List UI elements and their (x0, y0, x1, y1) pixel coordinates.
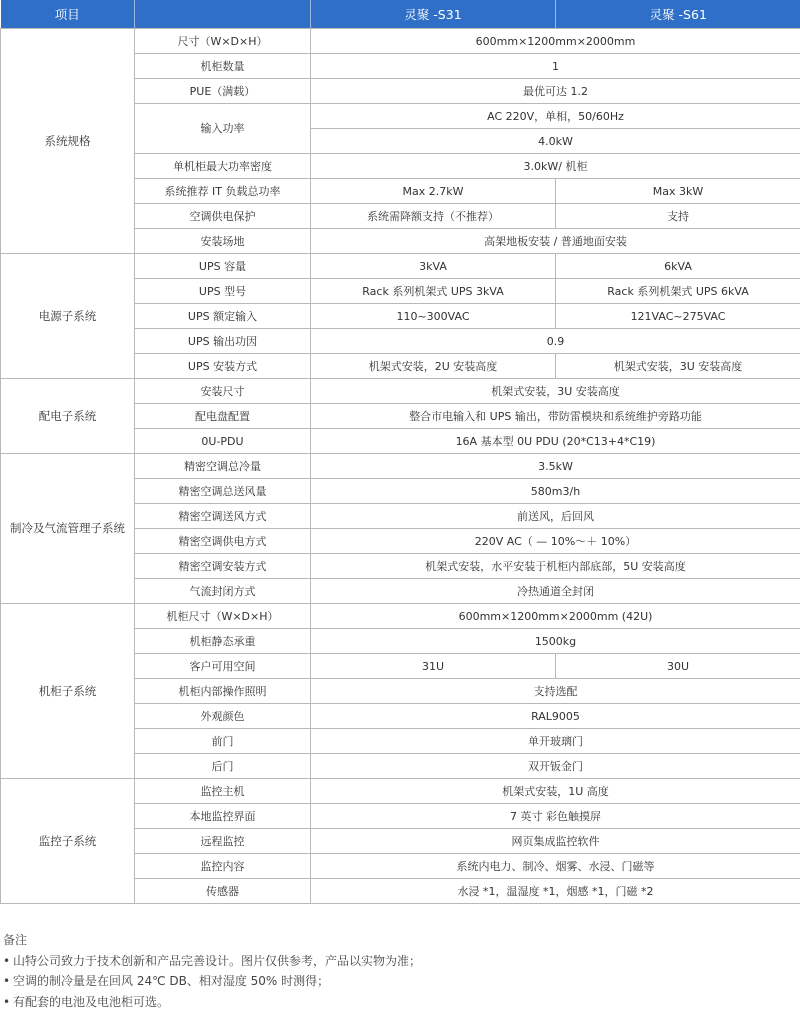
row-label: 精密空调安装方式 (135, 554, 311, 579)
row-value-s61: Max 3kW (556, 179, 800, 204)
row-label: 后门 (135, 754, 311, 779)
row-value: 1500kg (311, 629, 800, 654)
row-label: 机柜静态承重 (135, 629, 311, 654)
table-header-row (1, 0, 800, 29)
row-value-s61: 121VAC~275VAC (556, 304, 800, 329)
row-label: 安装场地 (135, 229, 311, 254)
bullet-icon: • (3, 974, 11, 988)
group-system: 系统规格 (1, 29, 135, 254)
row-label: 远程监控 (135, 829, 311, 854)
header-item: 项目 (1, 0, 135, 29)
row-label: 机柜尺寸（W×D×H） (135, 604, 311, 629)
row-label: 监控主机 (135, 779, 311, 804)
row-value-s31: 机架式安装，2U 安装高度 (311, 354, 556, 379)
row-value: 支持选配 (311, 679, 800, 704)
table-row (1, 29, 800, 54)
row-label: 系统推荐 IT 负载总功率 (135, 179, 311, 204)
row-value: 0.9 (311, 329, 800, 354)
row-value-s31: 系统需降额支持（不推荐） (311, 204, 556, 229)
row-label: UPS 输出功因 (135, 329, 311, 354)
row-value: 600mm×1200mm×2000mm (42U) (311, 604, 800, 629)
note-item (3, 951, 421, 972)
row-value-s61: 30U (556, 654, 800, 679)
row-label: 本地监控界面 (135, 804, 311, 829)
row-value-s31: 110~300VAC (311, 304, 556, 329)
row-value-s61: Rack 系列机架式 UPS 6kVA (556, 279, 800, 304)
note-text: 山特公司致力于技术创新和产品完善设计。图片仅供参考，产品以实物为准； (13, 953, 422, 968)
row-label: PUE（满载） (135, 79, 311, 104)
row-value: 机架式安装，1U 高度 (311, 779, 800, 804)
header-s61: 灵聚 -S61 (556, 0, 800, 29)
notes-section (3, 930, 421, 1012)
row-label: 监控内容 (135, 854, 311, 879)
row-label: 空调供电保护 (135, 204, 311, 229)
row-value: 水浸 *1，温湿度 *1，烟感 *1，门磁 *2 (311, 879, 800, 904)
row-value-s61: 机架式安装，3U 安装高度 (556, 354, 800, 379)
row-value: 7 英寸 彩色触摸屏 (311, 804, 800, 829)
row-value: 3.5kW (311, 454, 800, 479)
row-value: 冷热通道全封闭 (311, 579, 800, 604)
row-label: 单机柜最大功率密度 (135, 154, 311, 179)
row-label: 机柜内部操作照明 (135, 679, 311, 704)
row-label: UPS 型号 (135, 279, 311, 304)
row-label: 精密空调供电方式 (135, 529, 311, 554)
row-value: 3.0kW/ 机柜 (311, 154, 800, 179)
row-label: 配电盘配置 (135, 404, 311, 429)
row-value: 高架地板安装 / 普通地面安装 (311, 229, 800, 254)
row-label: UPS 容量 (135, 254, 311, 279)
row-value-s31: 31U (311, 654, 556, 679)
row-label: 0U-PDU (135, 429, 311, 454)
group-power: 电源子系统 (1, 254, 135, 379)
note-text: 有配套的电池及电池柜可选。 (13, 994, 170, 1009)
header-empty (135, 0, 311, 29)
row-label: 客户可用空间 (135, 654, 311, 679)
table-row (1, 254, 800, 279)
header-s31: 灵聚 -S31 (311, 0, 556, 29)
bullet-icon: • (3, 953, 11, 968)
row-value: 系统内电力、制冷、烟雾、水浸、门磁等 (311, 854, 800, 879)
row-label: UPS 安装方式 (135, 354, 311, 379)
row-value: 前送风，后回风 (311, 504, 800, 529)
row-value: 网页集成监控软件 (311, 829, 800, 854)
row-value: AC 220V，单相，50/60Hz (311, 104, 800, 129)
row-label: 气流封闭方式 (135, 579, 311, 604)
row-value: 1 (311, 54, 800, 79)
row-label: 机柜数量 (135, 54, 311, 79)
group-cooling: 制冷及气流管理子系统 (1, 454, 135, 604)
row-label: 传感器 (135, 879, 311, 904)
notes-title: 备注 (3, 933, 28, 947)
row-label: 精密空调总送风量 (135, 479, 311, 504)
note-item (3, 971, 421, 992)
table-row (1, 379, 800, 404)
row-value-s61: 6kVA (556, 254, 800, 279)
note-item (3, 992, 421, 1013)
bullet-icon: • (3, 994, 11, 1009)
table-row (1, 454, 800, 479)
row-value: 单开玻璃门 (311, 729, 800, 754)
row-label: 尺寸（W×D×H） (135, 29, 311, 54)
row-value: 双开钣金门 (311, 754, 800, 779)
row-label: 精密空调送风方式 (135, 504, 311, 529)
row-label: 前门 (135, 729, 311, 754)
row-value-s31: 3kVA (311, 254, 556, 279)
row-value: 220V AC（ — 10%～＋ 10%） (311, 529, 800, 554)
row-label: 输入功率 (135, 104, 311, 154)
row-value: 最优可达 1.2 (311, 79, 800, 104)
row-value: 16A 基本型 0U PDU (20*C13+4*C19) (311, 429, 800, 454)
row-value-s31: Max 2.7kW (311, 179, 556, 204)
table-row (1, 604, 800, 629)
row-value: 机架式安装，3U 安装高度 (311, 379, 800, 404)
group-monitoring: 监控子系统 (1, 779, 135, 904)
row-value: RAL9005 (311, 704, 800, 729)
row-value: 600mm×1200mm×2000mm (311, 29, 800, 54)
row-value-s31: Rack 系列机架式 UPS 3kVA (311, 279, 556, 304)
group-distribution: 配电子系统 (1, 379, 135, 454)
row-value: 4.0kW (311, 129, 800, 154)
row-value: 机架式安装，水平安装于机柜内部底部，5U 安装高度 (311, 554, 800, 579)
group-cabinet: 机柜子系统 (1, 604, 135, 779)
note-text: 空调的制冷量是在回风 24℃ DB、相对湿度 50% 时测得； (13, 974, 330, 988)
row-label: 精密空调总冷量 (135, 454, 311, 479)
row-label: 外观颜色 (135, 704, 311, 729)
row-value: 整合市电输入和 UPS 输出，带防雷模块和系统维护旁路功能 (311, 404, 800, 429)
row-value: 580m3/h (311, 479, 800, 504)
row-label: 安装尺寸 (135, 379, 311, 404)
table-row (1, 779, 800, 804)
row-label: UPS 额定输入 (135, 304, 311, 329)
row-value-s61: 支持 (556, 204, 800, 229)
